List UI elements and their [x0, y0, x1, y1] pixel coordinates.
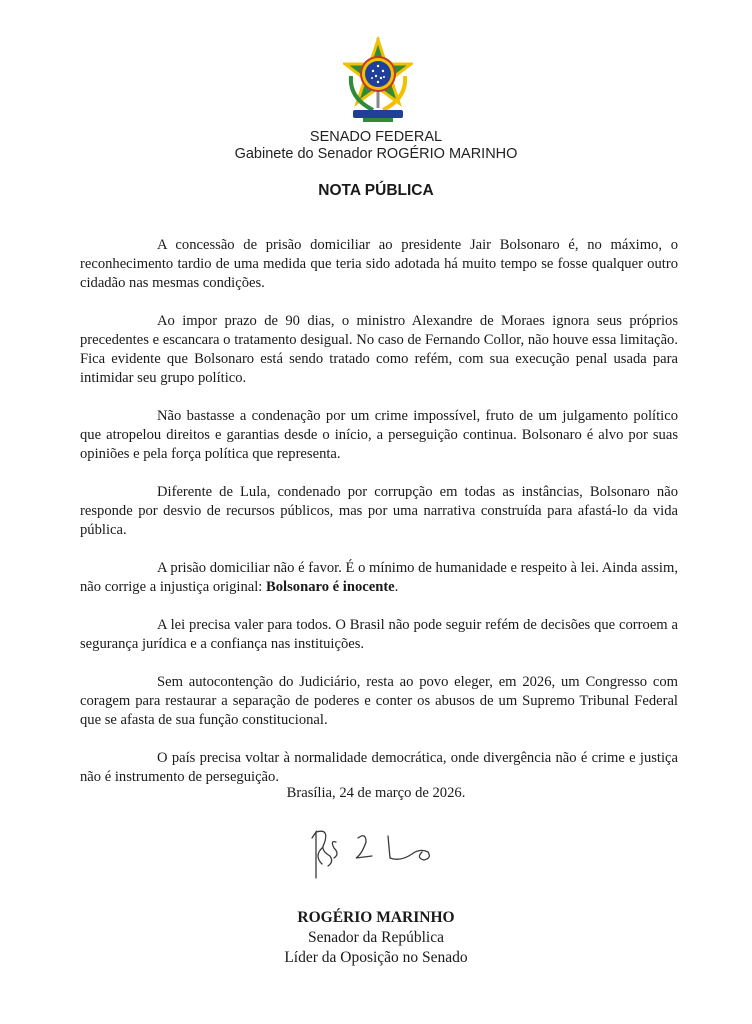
paragraph-end: .	[394, 579, 399, 595]
office-name: Gabinete do Senador ROGÉRIO MARINHO	[234, 146, 518, 162]
signatory-name: ROGÉRIO MARINHO	[297, 909, 455, 926]
signatory-role-secondary: Líder da Oposição no Senado	[284, 949, 468, 966]
document-title: NOTA PÚBLICA	[318, 182, 434, 199]
paragraph: A concessão de prisão domiciliar ao presidente Jair Bolsonaro é, no máximo, o reconhecimento tardio de uma medida que teria sido adotada há muito tempo se fosse qualquer outro cidadão nas mesmas condições.	[80, 237, 678, 291]
brazil-coat-of-arms-icon	[343, 36, 413, 126]
signatory-role: Senador da República	[307, 929, 444, 946]
document-body	[80, 236, 678, 806]
paragraph: A lei precisa valer para todos. O Brasil não pode seguir refém de decisões que corroem a segurança jurídica e a confiança nas instituições.	[80, 617, 678, 652]
bold-statement: Bolsonaro é inocente	[266, 579, 395, 595]
institution-name: SENADO FEDERAL	[309, 129, 443, 145]
document-date: Brasília, 24 de março de 2026.	[286, 785, 466, 801]
paragraph	[80, 559, 678, 597]
paragraph-text: A prisão domiciliar não é favor. É o mínimo de humanidade e respeito à lei. Ainda assim, não corrige a injustiça original:	[80, 560, 678, 595]
paragraph: Sem autocontenção do Judiciário, resta ao povo eleger, em 2026, um Congresso com coragem para restaurar a separação de poderes e conter os abusos de um Supremo Tribunal Federal que se afasta de sua função constitucional.	[80, 674, 678, 728]
paragraph: Ao impor prazo de 90 dias, o ministro Alexandre de Moraes ignora seus próprios precedentes e escancara o tratamento desigual. No caso de Fernando Collor, não houve essa limitação. Fica evidente que Bolsonaro está sendo tratado como refém, com sua execução penal usada para intimidar seu grupo político.	[80, 313, 678, 386]
paragraph: Não bastasse a condenação por um crime impossível, fruto de um julgamento político que atropelou direitos e garantias desde o início, a perseguição continua. Bolsonaro é alvo por suas opiniões e pela força política que representa.	[80, 408, 678, 462]
paragraph: O país precisa voltar à normalidade democrática, onde divergência não é crime e justiça não é instrumento de perseguição.	[80, 750, 678, 785]
paragraph: Diferente de Lula, condenado por corrupção em todas as instâncias, Bolsonaro não responde por desvio de recursos públicos, mas por uma narrativa construída para afastá-lo da vida pública.	[80, 484, 678, 538]
handwritten-signature-icon	[300, 818, 450, 888]
